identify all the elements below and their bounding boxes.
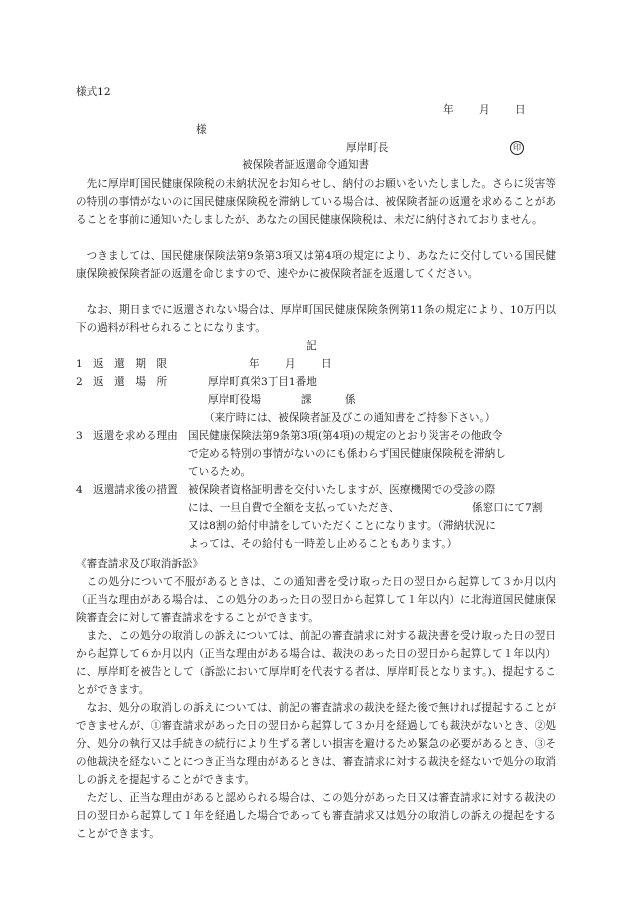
date-year: 年 <box>443 104 454 116</box>
item-4-line-4: よっては、その給付も一時差し止めることもあります。） <box>188 538 458 550</box>
item-1-month: 月 <box>285 358 296 370</box>
item-4-label: 返還請求後の措置 <box>93 484 178 496</box>
form-number: 様式12 <box>76 86 111 98</box>
item-2-kakari: 係 <box>345 394 356 406</box>
item-4-line-2b: 係窓口にて7割 <box>472 502 543 514</box>
item-2-number: 2 <box>76 376 83 388</box>
item-1-year: 年 <box>249 358 260 370</box>
date-month: 月 <box>479 104 490 116</box>
document-title: 被保険者証返還命令通知書 <box>242 159 370 171</box>
item-2-ka: 課 <box>301 394 312 406</box>
ki-marker: 記 <box>306 340 317 352</box>
issuer-name: 厚岸町長 <box>346 142 389 154</box>
item-3-line-3: ているため。 <box>188 466 252 478</box>
item-2-label: 返 還 場 所 <box>93 376 168 388</box>
item-4-line-2a: には、一旦自費で全額を支払っていただき、 <box>188 502 400 514</box>
body-paragraph-1: 先に厚岸町国民健康保険税の未納状況をお知らせし、納付のお願いをいたしました。さらに災害等の特別の事情がないのに国民健康保険税を滞納している場合は、被保険者証の返還を求めることがあることを事前に通知いたしましたが、あなたの国民健康保険税は、未だに納付されておりません。 <box>76 178 556 226</box>
body-paragraph-2: つきましては、国民健康保険法第9条第3項又は第4項の規定により、あなたに交付している国民健康保険被保険者証の返還を命じますので、速やかに被保険者証を返還してください。 <box>76 250 556 280</box>
item-4-line-3: 又は8割の給付申請をしていただくことになります。（滞納状況に <box>188 520 496 532</box>
recipient-suffix: 様 <box>196 124 207 136</box>
item-2-office: 厚岸町役場 <box>208 394 261 406</box>
item-3-line-2: で定める特別の事情がないのにも係わらず国民健康保険税を滞納し <box>188 448 506 460</box>
appeal-paragraph-3: なお、処分の取消しの訴えについては、前記の審査請求の裁決を経た後で無ければ提起することができませんが、①審査請求があった日の翌日から起算して３か月を経過しても裁決がないとき、②処分、処分の執行又は手続きの続行により生ずる著しい損害を避けるため緊急の必要があるとき、③その他裁決を経ないことにつき正当な理由があるときは、審査請求に対する裁決を経ないで処分の取消しの訴えを提起することができます。 <box>76 702 556 786</box>
item-3-label: 返還を求める理由 <box>93 430 178 442</box>
appeal-heading: 《審査請求及び取消訴訟》 <box>76 558 204 570</box>
item-4-line-1: 被保険者資格証明書を交付いたしますが、医療機関での受診の際 <box>188 484 496 496</box>
appeal-paragraph-2: また、この処分の取消しの訴えについては、前記の審査請求に対する裁決書を受け取った日の翌日から起算して６か月以内（正当な理由がある場合は、裁決のあった日の翌日から起算して１年以内）に、厚岸町を被告として（訴訟において厚岸町を代表する者は、厚岸町長となります。)、提起することができます。 <box>76 630 556 696</box>
item-3-line-1: 国民健康保険法第9条第3項(第4項)の規定のとおり災害その他政令 <box>188 430 503 442</box>
date-day: 日 <box>515 104 526 116</box>
seal-mark: 印 <box>510 141 524 155</box>
appeal-paragraph-1: この処分について不服があるときは、この通知書を受け取った日の翌日から起算して３か月以内（正当な理由がある場合は、この処分のあった日の翌日から起算して１年以内）に北海道国民健康保険審査会に対して審査請求をすることができます。 <box>76 576 556 624</box>
body-paragraph-3: なお、期日までに返還されない場合は、厚岸町国民健康保険条例第11条の規定により、10万円以下の過料が科せられることになります。 <box>76 304 556 334</box>
item-1-label: 返 還 期 限 <box>93 358 168 370</box>
item-1-day: 日 <box>321 358 332 370</box>
item-2-note: （来庁時には、被保険者証及びこの通知書をご持参下さい。） <box>204 412 496 424</box>
appeal-paragraph-4: ただし、正当な理由があると認められる場合は、この処分があった日又は審査請求に対する裁決の日の翌日から起算して１年を経過した場合であっても審査請求又は処分の取消しの訴えの提起をすることができます。 <box>76 792 556 840</box>
item-2-address: 厚岸町真栄3丁目1番地 <box>208 376 317 388</box>
item-1-number: 1 <box>76 358 83 370</box>
item-3-number: 3 <box>76 430 83 442</box>
item-4-number: 4 <box>76 484 83 496</box>
